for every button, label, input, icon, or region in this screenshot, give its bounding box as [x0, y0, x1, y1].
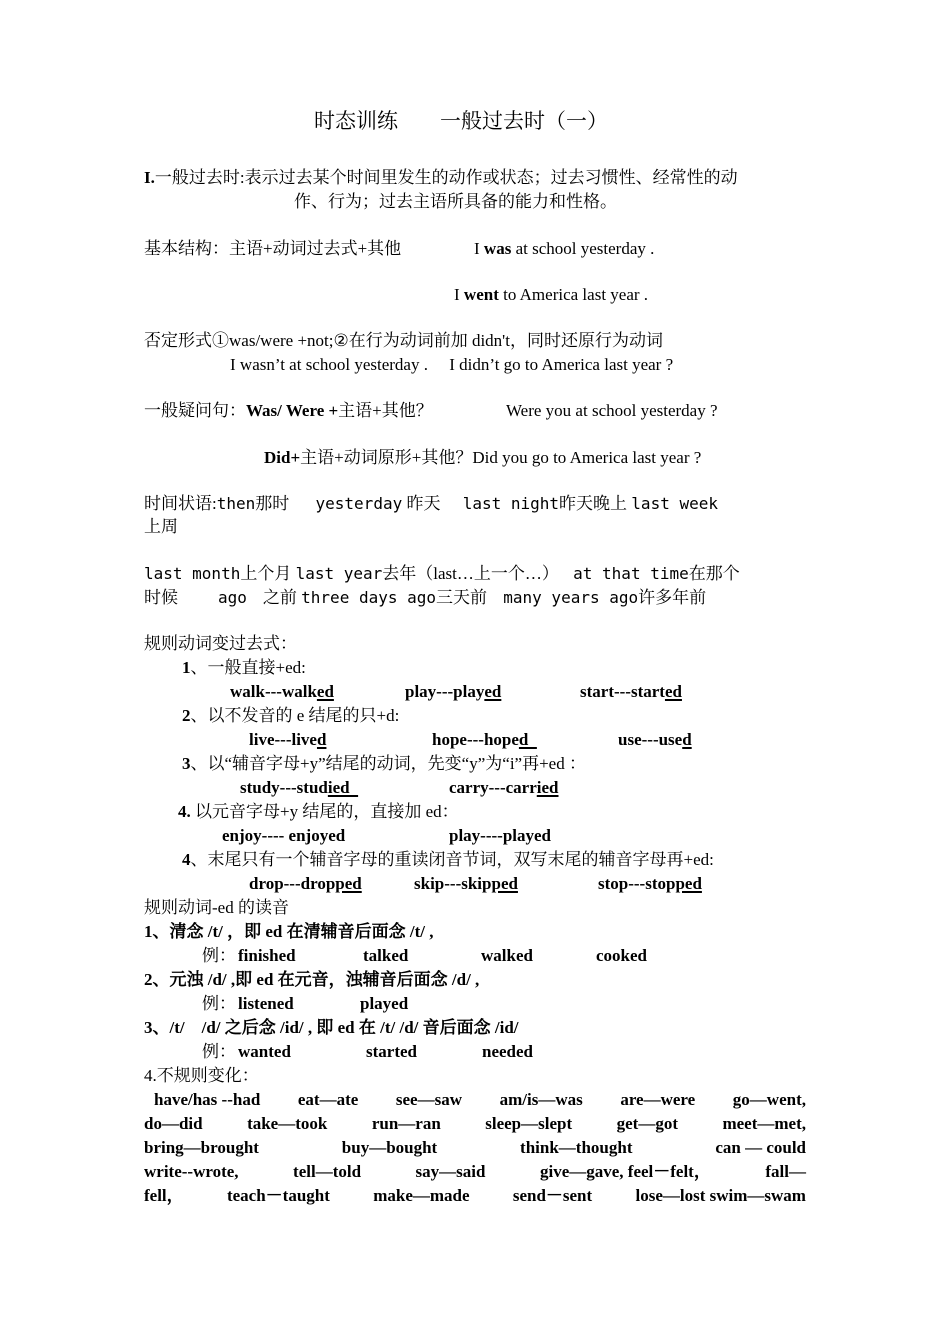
rule-number: 4: [182, 850, 191, 869]
question-rule-rest: 主语+其他？: [338, 401, 433, 420]
irregular-line-3: [144, 1137, 806, 1159]
time-word: yesterday: [315, 494, 403, 513]
rule-text: 以元音字母+y 结尾的，直接加 ed：: [190, 802, 459, 821]
regular-words-1b: play---played: [405, 682, 502, 701]
example-text: I: [474, 239, 484, 258]
regular-rule-1: [182, 657, 306, 679]
time-meaning: 那时: [255, 494, 290, 513]
time-word: ago: [218, 588, 247, 607]
verb-pair: am/is—was: [499, 1090, 583, 1109]
definition-line-2: 作、行为；过去主语所具备的能力和性格。: [294, 192, 617, 211]
time-adverbials-line-3: [144, 587, 706, 609]
time-adverbials-line-2: [144, 563, 740, 585]
verb-pair: meet—met,: [722, 1114, 806, 1133]
pronunciation-rule-1: 1、清念 /t/ ，即 ed 在清辅音后面念 /t/ ,: [144, 922, 434, 941]
rule-number: 4.: [178, 802, 191, 821]
example-word: talked: [363, 946, 409, 965]
regular-words-1: walk---walked: [230, 682, 334, 701]
rule-text: 、末尾只有一个辅音字母的重读闭音节词，双写末尾的辅音字母再+ed:: [190, 850, 714, 869]
regular-rule-4: [178, 801, 459, 823]
regular-words-5c: stop---stopped: [598, 874, 702, 893]
time-word: last month: [144, 564, 241, 583]
definition-text: 一般过去时:表示过去某个时间里发生的动作或状态；过去习惯性、经常性的动: [154, 168, 738, 187]
question-rule-1: [144, 400, 433, 422]
time-word: then: [216, 494, 256, 513]
time-meaning: 时候: [144, 588, 178, 607]
example-verb: went: [463, 285, 499, 304]
rule-text: 、一般直接+ed:: [190, 658, 306, 677]
example-word: played: [360, 994, 409, 1013]
regular-words-3: study---studied: [240, 778, 359, 797]
verb-pair: fell，: [144, 1186, 184, 1205]
verb-pair: think—thought: [520, 1138, 633, 1157]
definition-line-1: [144, 167, 738, 189]
example-text: at school yesterday .: [511, 239, 655, 258]
pronunciation-example-label-1: 例：: [202, 946, 236, 965]
regular-words-2: live---lived: [249, 730, 327, 749]
verb-pair: do—did: [144, 1114, 203, 1133]
verb-pair: buy—bought: [341, 1138, 438, 1157]
pronunciation-example-label-3: 例：: [202, 1042, 236, 1061]
regular-words-5b: skip---skipped: [414, 874, 518, 893]
rule-text: 、以不发音的 e 结尾的只+d:: [190, 706, 400, 725]
verb-pair: tell—told: [293, 1162, 362, 1181]
verb-pair: bring—brought: [144, 1138, 259, 1157]
verb-pair: get—got: [616, 1114, 678, 1133]
time-meaning: 昨天: [406, 494, 441, 513]
time-adverbials-wrap: 上周: [144, 517, 178, 536]
verb-pair: lose—lost swim—swam: [635, 1186, 806, 1205]
example-word: started: [366, 1042, 417, 1061]
time-word: last week: [631, 494, 718, 513]
regular-words-2b: hope---hoped: [432, 730, 537, 749]
verb-pair: run—ran: [371, 1114, 441, 1133]
rule-number: 2: [182, 706, 191, 725]
verb-pair: eat—ate: [297, 1090, 359, 1109]
verb-pair: say—said: [415, 1162, 486, 1181]
pronunciation-rule-3: 3、/t/ /d/ 之后念 /id/ , 即 ed 在 /t/ /d/ 音后面念 /id/: [144, 1018, 519, 1037]
time-meaning: 去年（last…上一个…）: [382, 564, 559, 583]
page-title: 时态训练 一般过去时（一）: [314, 109, 608, 133]
verb-pair: are—were: [620, 1090, 696, 1109]
time-meaning: 在那个: [688, 564, 740, 583]
time-word: at that time: [573, 564, 689, 583]
verb-pair: make—made: [373, 1186, 470, 1205]
verb-pair: fall—: [765, 1162, 806, 1181]
irregular-line-4: [144, 1161, 806, 1183]
time-meaning: 昨天晚上: [559, 494, 628, 513]
regular-words-5: drop---dropped: [249, 874, 362, 893]
example-word: wanted: [238, 1042, 291, 1061]
rule-number: 3: [182, 754, 191, 773]
question-rule-bold: Was/ Were +: [246, 401, 339, 420]
irregular-line-1: [154, 1089, 806, 1111]
question-rule-rest: 主语+动词原形+其他？Did you go to America last year ?: [300, 448, 702, 467]
time-meaning: 三天前: [436, 588, 488, 607]
time-adverbials-line-1: [144, 493, 718, 515]
time-meaning: 之前: [262, 588, 297, 607]
pronunciation-heading: 规则动词-ed 的读音: [144, 898, 289, 917]
structure-example-2: [454, 284, 648, 306]
question-example-1: Were you at school yesterday ?: [506, 401, 718, 420]
verb-pair: take—took: [247, 1114, 328, 1133]
time-word: three days ago: [301, 588, 437, 607]
rule-text: 、以“辅音字母+y”结尾的动词，先变“y”为“i”再+ed ：: [190, 754, 586, 773]
verb-pair: write--wrote,: [144, 1162, 239, 1181]
example-word: walked: [481, 946, 533, 965]
regular-rule-5: [182, 849, 714, 871]
regular-rule-2: [182, 705, 399, 727]
regular-words-2c: use---used: [618, 730, 692, 749]
verb-pair: sleep—slept: [485, 1114, 573, 1133]
verb-pair: send－sent: [512, 1186, 593, 1205]
question-rule-bold: Did+: [264, 448, 301, 467]
regular-rule-3: [182, 753, 586, 775]
example-word: finished: [238, 946, 296, 965]
example-verb: was: [483, 239, 512, 258]
verb-pair: give—gave, feel－felt，: [539, 1162, 711, 1181]
verb-pair: see—saw: [395, 1090, 462, 1109]
example-word: cooked: [596, 946, 647, 965]
rule-number: 1: [182, 658, 191, 677]
pronunciation-rule-2: 2、元浊 /d/ ,即 ed 在元音，浊辅音后面念 /d/ ,: [144, 970, 480, 989]
regular-heading: 规则动词变过去式：: [144, 634, 297, 653]
regular-words-1c: start---started: [580, 682, 682, 701]
time-label: 时间状语:: [144, 494, 217, 513]
structure-example-1: [474, 238, 654, 260]
irregular-line-5: [144, 1185, 806, 1207]
time-word: last year: [295, 564, 383, 583]
verb-pair: can — could: [715, 1138, 806, 1157]
negative-examples: I wasn’t at school yesterday . I didn’t go to America last year ?: [230, 355, 674, 374]
time-word: last night: [462, 494, 560, 513]
example-text: to America last year .: [498, 285, 649, 304]
structure-label: 基本结构：主语+动词过去式+其他: [144, 239, 402, 258]
verb-pair: have/has --had: [154, 1090, 261, 1109]
verb-pair: teach－taught: [226, 1186, 330, 1205]
question-label: 一般疑问句：: [144, 401, 246, 420]
irregular-line-2: [144, 1113, 806, 1135]
example-text: I: [454, 285, 464, 304]
regular-words-4b: play----played: [449, 826, 551, 845]
negative-rule: 否定形式①was/were +not;②在行为动词前加 didn't，同时还原行为动词: [144, 331, 663, 350]
irregular-heading: 4.不规则变化：: [144, 1066, 259, 1085]
verb-pair: go—went,: [732, 1090, 806, 1109]
section-number: I.: [144, 168, 155, 187]
question-rule-2: [264, 447, 701, 469]
time-word: many years ago: [503, 588, 639, 607]
pronunciation-example-label-2: 例：: [202, 994, 236, 1013]
time-meaning: 上个月: [240, 564, 292, 583]
example-word: needed: [482, 1042, 533, 1061]
example-word: listened: [238, 994, 294, 1013]
time-meaning: 许多年前: [638, 588, 707, 607]
regular-words-3b: carry---carried: [449, 778, 559, 797]
regular-words-4: enjoy---- enjoyed: [222, 826, 346, 845]
